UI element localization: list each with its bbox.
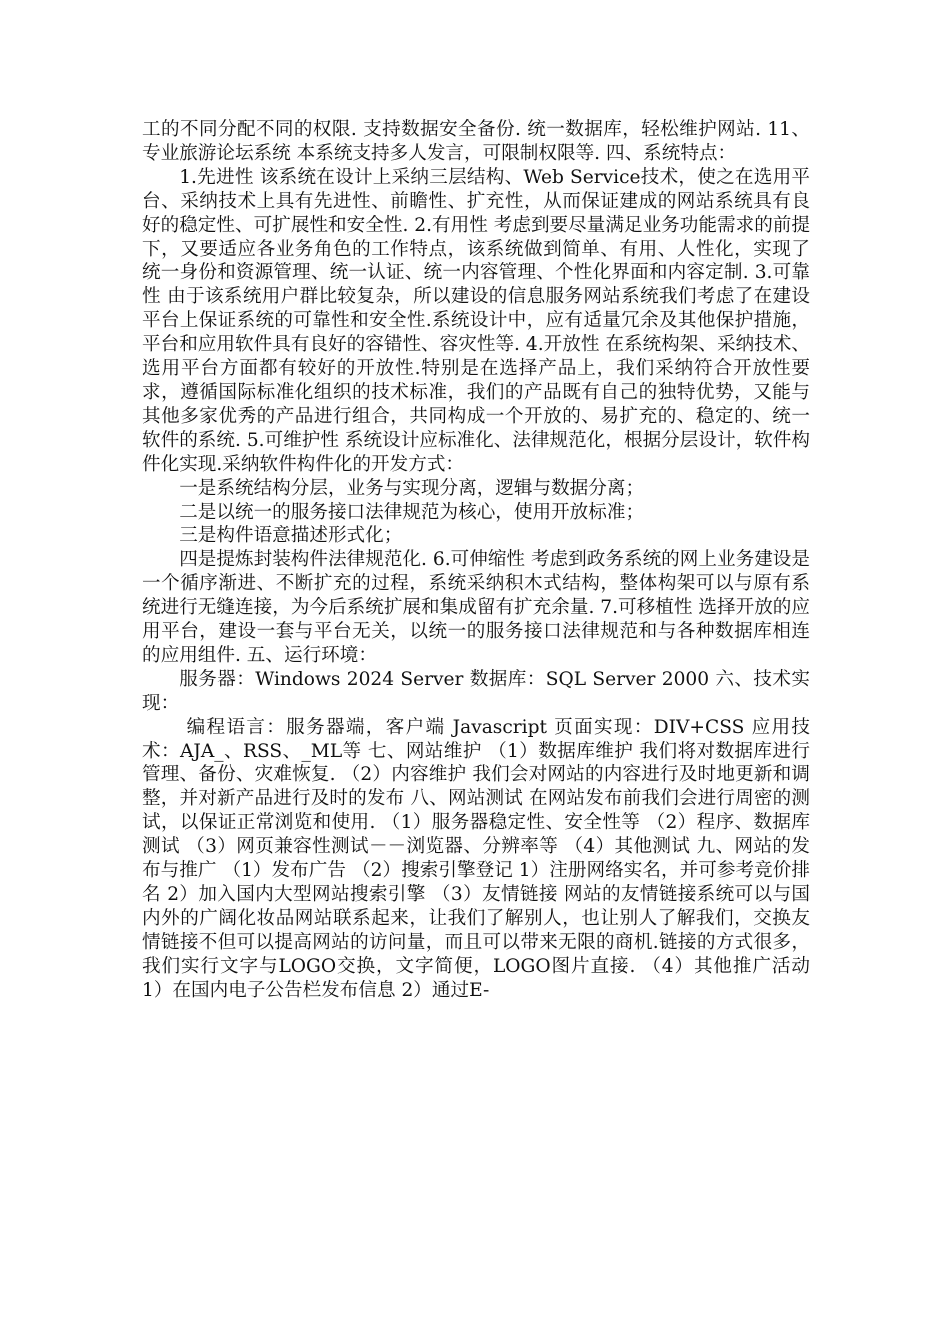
list-item-layered-structure: 一是系统结构分层，业务与实现分离，逻辑与数据分离； [179, 477, 645, 499]
paragraph-permissions: 工的不同分配不同的权限. 支持数据安全备份. 统一数据库，轻松维护网站. 11、专业旅游论坛系统 本系统支持多人发言，可限制权限等. 四、系统特点： [142, 119, 810, 164]
paragraph-implementation-maintenance: 编程语言：服务器端，客户端 Javascript 页面实现：DIV+CSS 应用技术：AJA_、RSS、_ML等 七、网站维护 （1）数据库维护 我们将对数据库进行管理、备份、灾难恢复. （2）内容维护 我们会对网站的内容进行及时地更新和调整，并对新产品进行及时的发布 八、网站测试 在网站发布前我们会进行周密的测试，以保证正常浏览和使用. （1）服务器稳定性、安全性等 （2）程序、数据库测试 （3）网页兼容性测试－－浏览器、分辨率等 （4）其他测试 九、网站的发布与推广 （1）发布广告 （2）搜索引擎登记 1）注册网络实名，并可参考竞价排名 2）加入国内大型网站搜索引擎 （3）友情链接 网站的友情链接系统可以与国内外的广阔化妆品网站联系起来，让我们了解别人，也让别人了解我们，交换友情链接不但可以提高网站的访问量，而且可以带来无限的商机.链接的方式很多，我们实行文字与LOGO交换，文字简便，LOGO图片直接. （4）其他推广活动 1）在国内电子公告栏发布信息 2）通过E- [142, 716, 810, 1001]
list-item-service-interface: 二是以统一的服务接口法律规范为核心，使用开放标准； [179, 501, 645, 523]
document-page [142, 118, 810, 1003]
paragraph-system-features: 1.先进性 该系统在设计上采纳三层结构、Web Service技术，使之在选用平台、采纳技术上具有先进性、前瞻性、扩充性，从而保证建成的网站系统具有良好的稳定性、可扩展性和安全性. 2.有用性 考虑到要尽量满足业务功能需求的前提下，又要适应各业务角色的工作特点，该系统做到简单、有用、人性化，实现了统一身份和资源管理、统一认证、统一内容管理、个性化界面和内容定制. 3.可靠性 由于该系统用户群比较复杂，所以建设的信息服务网站系统我们考虑了在建设平台上保证系统的可靠性和安全性.系统设计中，应有适量冗余及其他保护措施，平台和应用软件具有良好的容错性、容灾性等. 4.开放性 在系统构架、采纳技术、选用平台方面都有较好的开放性.特别是在选择产品上，我们采纳符合开放性要求，遵循国际标准化组织的技术标准，我们的产品既有自己的独特优势，又能与其他多家优秀的产品进行组合，共同构成一个开放的、易扩充的、稳定的、统一软件的系统. 5.可维护性 系统设计应标准化、法律规范化，根据分层设计，软件构件化实现.采纳软件构件化的开发方式： [142, 166, 810, 475]
list-item-semantic-description: 三是构件语意描述形式化； [179, 525, 403, 547]
paragraph-scalability-portability: 四是提炼封装构件法律规范化. 6.可伸缩性 考虑到政务系统的网上业务建设是一个循序渐进、不断扩充的过程，系统采纳积木式结构，整体构架可以与原有系统进行无缝连接，为今后系统扩展和集成留有扩充余量. 7.可移植性 选择开放的应用平台，建设一套与平台无关，以统一的服务接口法律规范和与各种数据库相连的应用组件. 五、运行环境： [142, 549, 810, 666]
paragraph-runtime-environment: 服务器：Windows 2024 Server 数据库：SQL Server 2000 六、技术实现： [142, 668, 810, 714]
